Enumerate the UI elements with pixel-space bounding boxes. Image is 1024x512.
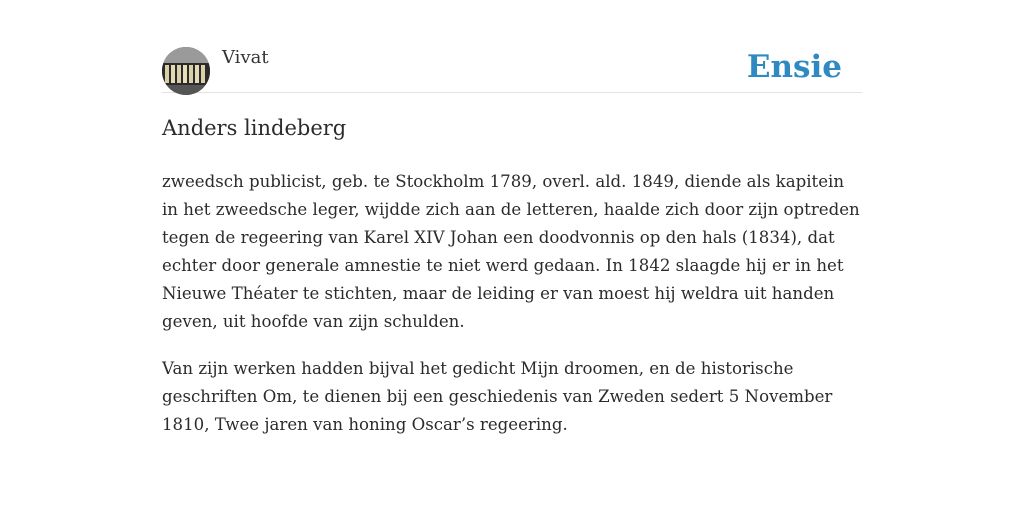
article-paragraph: Van zijn werken hadden bijval het gedicht Mijn droomen, en de historische geschriften Om, te dienen bij een geschiedenis van Zweden sedert 5 November 1810, Twee jaren van honing Oscar’s regeering. [162, 359, 833, 434]
article-title: Anders lindeberg [162, 116, 347, 140]
article-body [162, 168, 862, 458]
author-name[interactable]: Vivat [222, 47, 269, 68]
author-avatar[interactable] [162, 47, 210, 95]
article-paragraph: zweedsch publicist, geb. te Stockholm 1789, overl. ald. 1849, diende als kapitein in het zweedsche leger, wijdde zich aan de letteren, haalde zich door zijn optreden tegen de regeering van Karel XIV Johan een doodvonnis op den hals (1834), dat echter door generale amnestie te niet werd gedaan. In 1842 slaagde hij er in het Nieuwe Théater te stichten, maar de leiding er van moest hij weldra uit handen geven, uit hoofde van zijn schulden. [162, 172, 860, 331]
page-header [162, 46, 862, 93]
brand-logo[interactable]: Ensie [746, 49, 842, 85]
typewriter-keys-icon [162, 47, 210, 95]
